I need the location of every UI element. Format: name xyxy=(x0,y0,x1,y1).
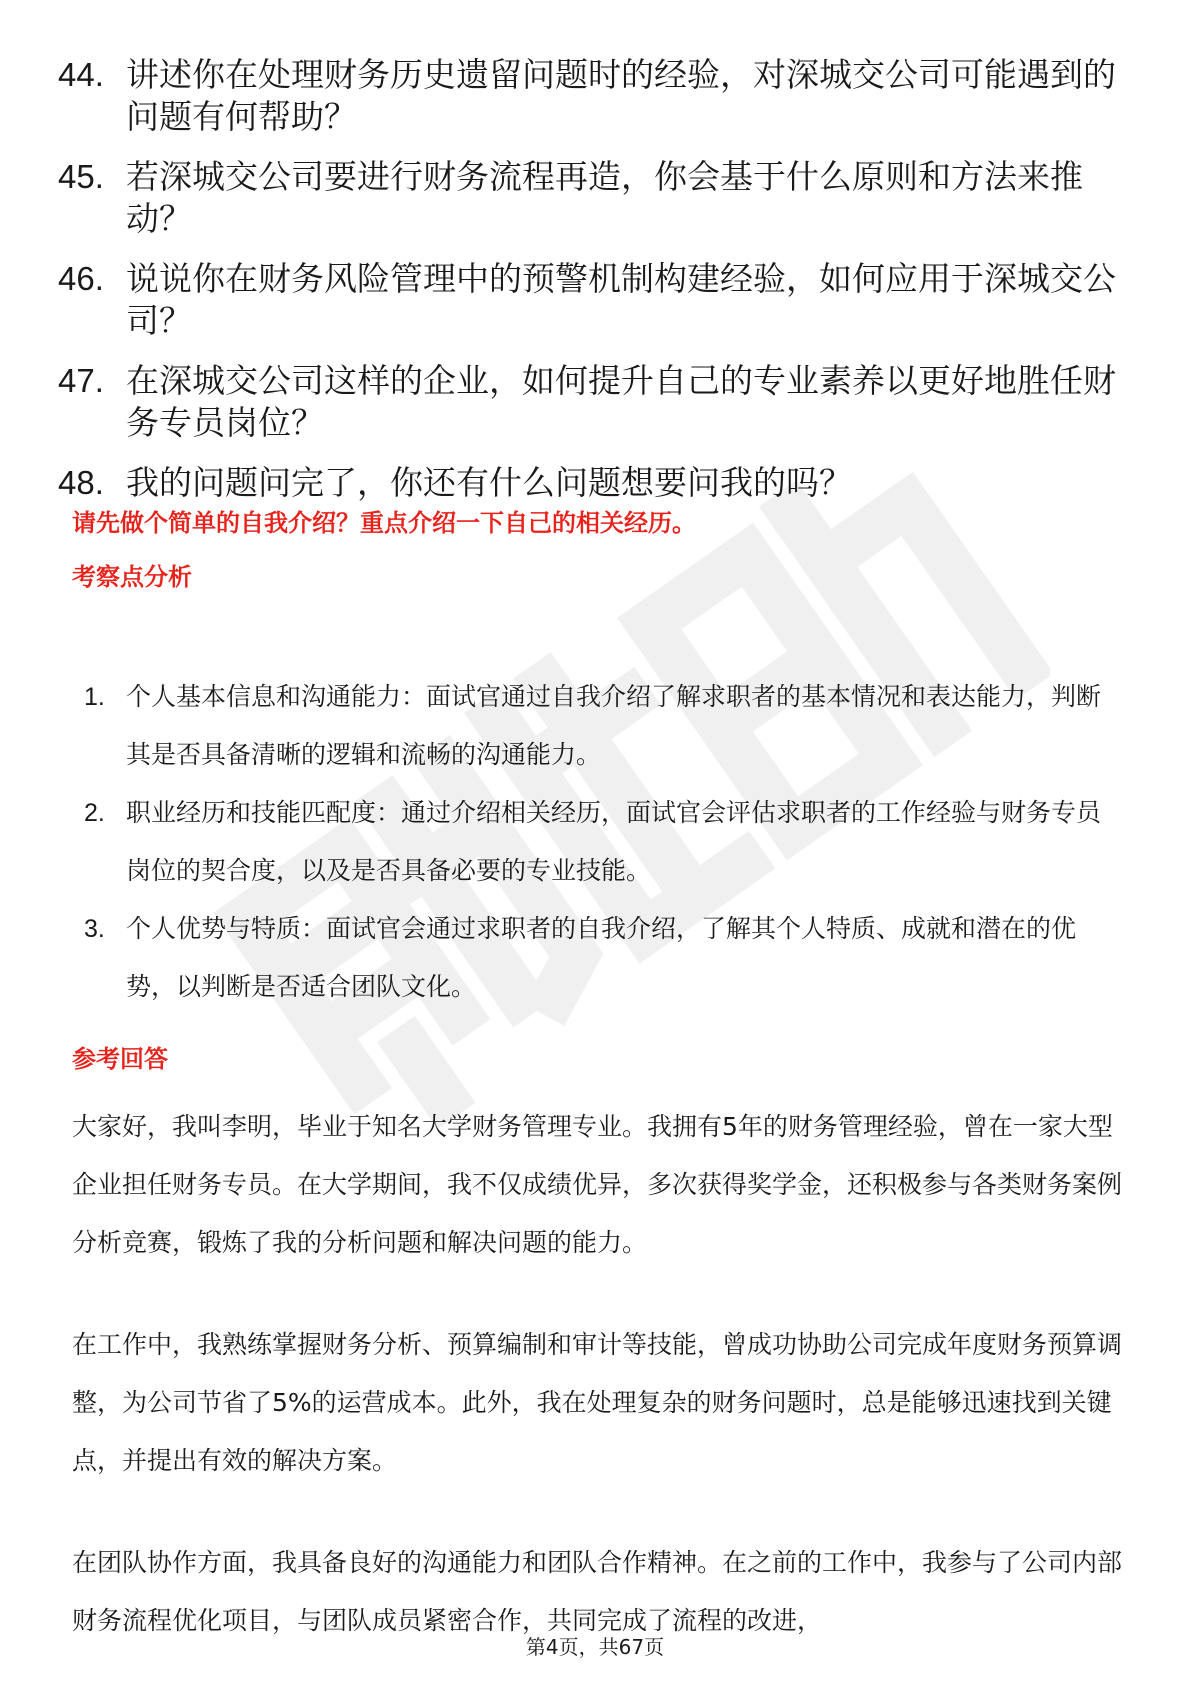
question-text: 在深城交公司这样的企业，如何提升自己的专业素养以更好地胜任财务专员岗位？ xyxy=(126,361,1116,442)
list-item xyxy=(84,900,1124,1016)
question-text: 讲述你在处理财务历史遗留问题时的经验，对深城交公司可能遇到的问题有何帮助？ xyxy=(126,55,1116,136)
list-item xyxy=(58,156,1118,240)
list-item xyxy=(58,258,1118,342)
analysis-list xyxy=(84,668,1124,1016)
question-number: 44. xyxy=(58,56,104,93)
list-item xyxy=(84,784,1124,900)
question-number: 45. xyxy=(58,158,104,195)
answer-paragraph: 在工作中，我熟练掌握财务分析、预算编制和审计等技能，曾成功协助公司完成年度财务预算调整，为公司节省了5%的运营成本。此外，我在处理复杂的财务问题时，总是能够迅速找到关键点，并提出有效的解决方案。 xyxy=(72,1330,1123,1475)
answer-paragraph: 大家好，我叫李明，毕业于知名大学财务管理专业。我拥有5年的财务管理经验，曾在一家大型企业担任财务专员。在大学期间，我不仅成绩优异，多次获得奖学金，还积极参与各类财务案例分析竞赛，锻炼了我的分析问题和解决问题的能力。 xyxy=(72,1112,1123,1257)
list-item xyxy=(58,462,1118,504)
analysis-number: 2. xyxy=(84,799,105,827)
question-number: 48. xyxy=(58,464,104,501)
analysis-text: 个人基本信息和沟通能力：面试官通过自我介绍了解求职者的基本情况和表达能力，判断其是否具备清晰的逻辑和流畅的沟通能力。 xyxy=(126,682,1102,769)
analysis-number: 1. xyxy=(84,683,105,711)
section-question-title: 请先做个简单的自我介绍？重点介绍一下自己的相关经历。 xyxy=(72,509,696,537)
analysis-text: 个人优势与特质：面试官会通过求职者的自我介绍，了解其个人特质、成就和潜在的优势，以判断是否适合团队文化。 xyxy=(126,914,1077,1001)
question-text: 若深城交公司要进行财务流程再造，你会基于什么原则和方法来推动？ xyxy=(126,157,1083,238)
list-item xyxy=(58,360,1118,444)
question-list xyxy=(58,54,1118,522)
page-number: 第4页，共67页 xyxy=(525,1635,665,1659)
question-text: 我的问题问完了，你还有什么问题想要问我的吗？ xyxy=(126,463,852,502)
list-item xyxy=(84,668,1124,784)
analysis-number: 3. xyxy=(84,915,105,943)
analysis-text: 职业经历和技能匹配度：通过介绍相关经历，面试官会评估求职者的工作经验与财务专员岗位的契合度，以及是否具备必要的专业技能。 xyxy=(126,798,1102,885)
list-item xyxy=(58,54,1118,138)
analysis-title: 考察点分析 xyxy=(72,563,192,591)
question-number: 47. xyxy=(58,362,104,399)
question-number: 46. xyxy=(58,260,104,297)
answer-paragraph: 在团队协作方面，我具备良好的沟通能力和团队合作精神。在之前的工作中，我参与了公司内部财务流程优化项目，与团队成员紧密合作，共同完成了流程的改进， xyxy=(72,1548,1122,1635)
answer-title: 参考回答 xyxy=(72,1045,168,1073)
question-text: 说说你在财务风险管理中的预警机制构建经验，如何应用于深城交公司？ xyxy=(126,259,1116,340)
